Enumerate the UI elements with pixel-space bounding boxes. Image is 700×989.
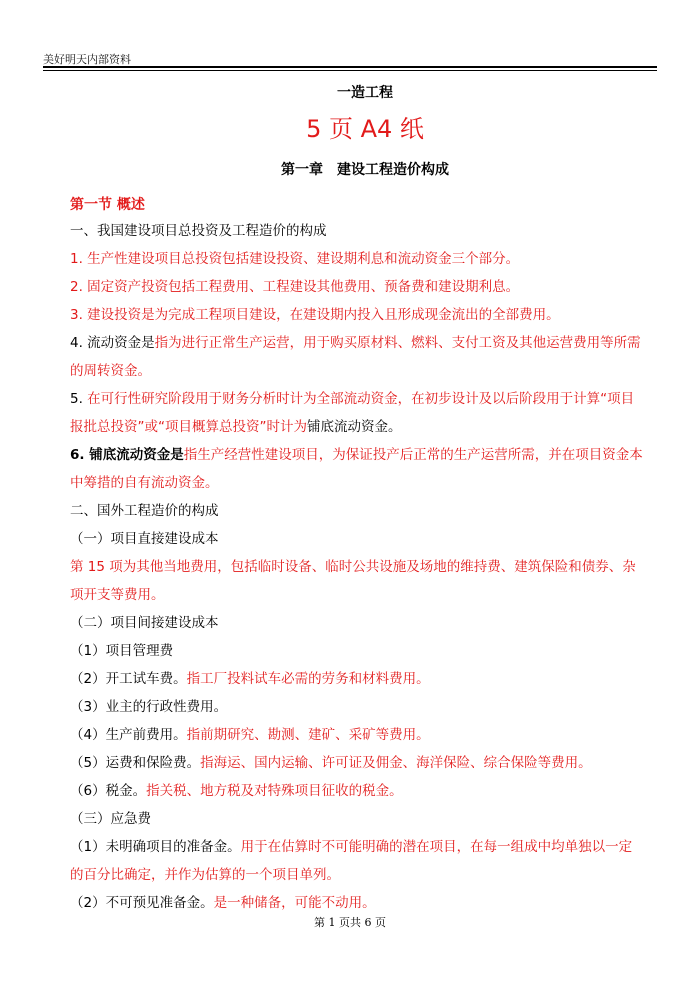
indirect-5: （5）运费和保险费。指海运、国内运输、许可证及佣金、海洋保险、综合保险等费用。	[70, 755, 592, 771]
heading-domestic: 一、我国建设项目总投资及工程造价的构成	[70, 223, 327, 239]
item-1: 1. 生产性建设项目总投资包括建设投资、建设期利息和流动资金三个部分。	[70, 251, 520, 267]
item-5-cont: 报批总投资”或“项目概算总投资”时计为铺底流动资金。	[70, 419, 402, 435]
contingency-1-cont: 的百分比确定，并作为估算的一个项目单列。	[70, 867, 340, 883]
item-5: 5. 在可行性研究阶段用于财务分析时计为全部流动资金，在初步设计及以后阶段用于计算“项目	[70, 391, 635, 407]
header-rule-thin	[43, 70, 657, 71]
contingency-2: （2）不可预见准备金。是一种储备，可能不动用。	[70, 895, 376, 911]
contingency-1: （1）未明确项目的准备金。用于在估算时不可能明确的潜在项目，在每一组成中均单独以一定	[70, 839, 633, 855]
header-rule	[43, 66, 657, 68]
chapter-heading: 第一章 建设工程造价构成	[281, 162, 449, 178]
paper-note: 5 页 A4 纸	[306, 115, 424, 143]
indirect-6: （6）税金。指关税、地方税及对特殊项目征收的税金。	[70, 783, 403, 799]
page-number: 第 1 页共 6 页	[314, 916, 386, 929]
item-4-cont: 的周转资金。	[70, 363, 151, 379]
item-6-cont: 中筹措的自有流动资金。	[70, 475, 219, 491]
indirect-3: （3）业主的行政性费用。	[70, 699, 228, 715]
subheading-direct: （一）项目直接建设成本	[70, 531, 219, 547]
subheading-indirect: （二）项目间接建设成本	[70, 615, 219, 631]
indirect-4: （4）生产前费用。指前期研究、勘测、建矿、采矿等费用。	[70, 727, 430, 743]
document-header: 美好明天内部资料	[43, 53, 131, 66]
document-title: 一造工程	[337, 85, 393, 101]
item-3: 3. 建设投资是为完成工程项目建设，在建设期内投入且形成现金流出的全部费用。	[70, 307, 560, 323]
item-2: 2. 固定资产投资包括工程费用、工程建设其他费用、预备费和建设期利息。	[70, 279, 520, 295]
indirect-1: （1）项目管理费	[70, 643, 174, 659]
item-6: 6. 铺底流动资金是指生产经营性建设项目，为保证投产后正常的生产运营所需，并在项目资金本	[70, 447, 643, 463]
item-15: 第 15 项为其他当地费用，包括临时设备、临时公共设施及场地的维持费、建筑保险和债券、杂	[70, 559, 636, 575]
item-15-cont: 项开支等费用。	[70, 587, 165, 603]
indirect-2: （2）开工试车费。指工厂投料试车必需的劳务和材料费用。	[70, 671, 430, 687]
item-4: 4. 流动资金是指为进行正常生产运营，用于购买原材料、燃料、支付工资及其他运营费用等所需	[70, 335, 641, 351]
section-heading: 第一节 概述	[70, 197, 145, 213]
heading-foreign: 二、国外工程造价的构成	[70, 503, 219, 519]
page-body	[70, 80, 660, 917]
subheading-contingency: （三）应急费	[70, 811, 151, 827]
